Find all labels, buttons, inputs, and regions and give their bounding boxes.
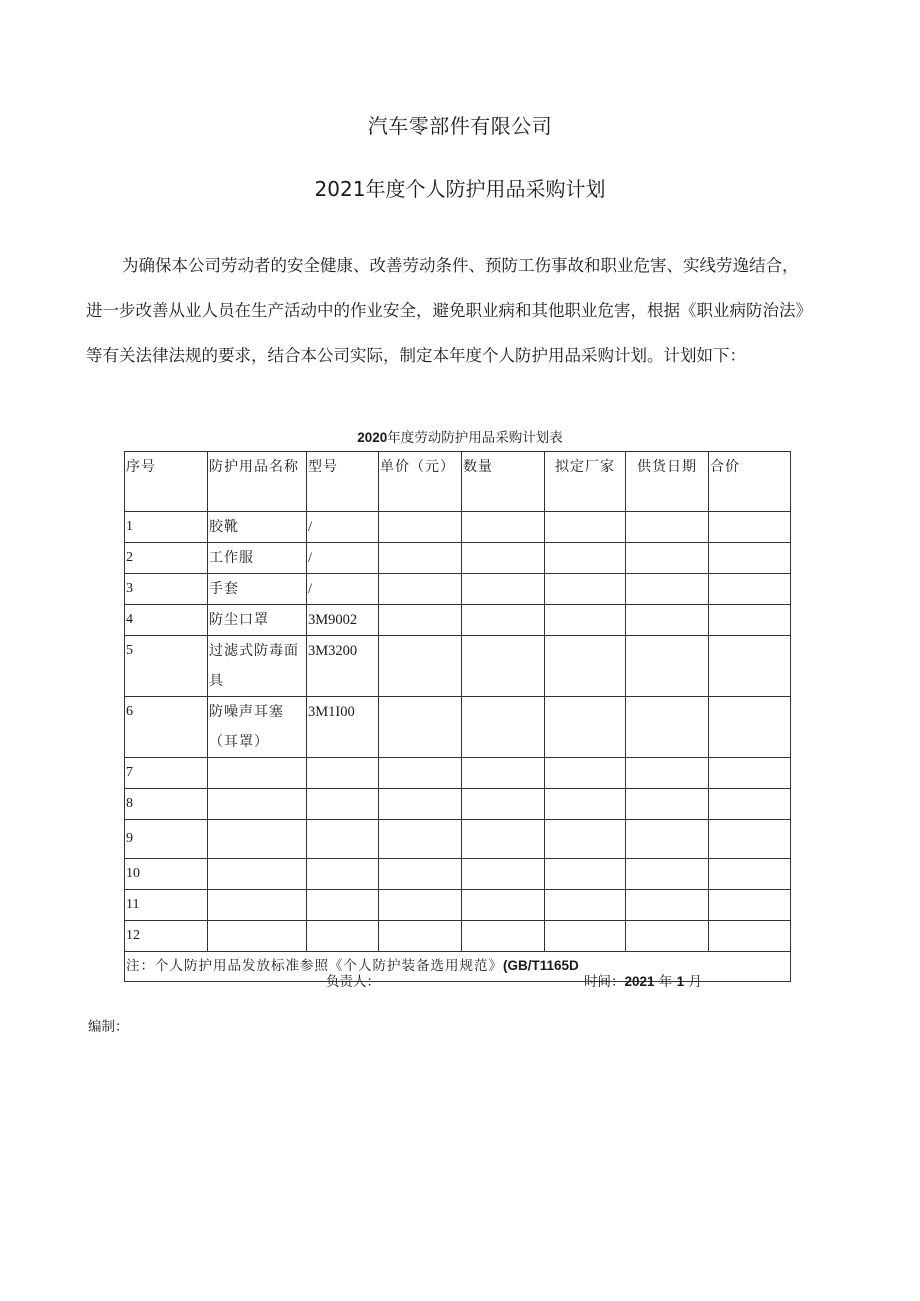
cell-model: 3M3200 [307,636,379,697]
table-row [125,543,791,574]
table-header-row [125,452,791,512]
cell-model: / [307,574,379,605]
cell-model [307,758,379,789]
cell-qty [462,543,545,574]
cell-total [709,543,791,574]
cell-vendor [545,512,626,543]
document-title: 2021年度个人防护用品采购计划 [314,177,606,201]
cell-model [307,789,379,820]
cell-price [379,636,462,697]
cell-total [709,605,791,636]
table-row [125,574,791,605]
cell-qty [462,789,545,820]
procurement-table [124,451,791,982]
cell-model: / [307,512,379,543]
cell-model [307,820,379,859]
cell-qty [462,859,545,890]
header-cell-qty: 数量 [462,452,545,512]
cell-total [709,697,791,758]
cell-qty [462,820,545,859]
cell-model: 3M9002 [307,605,379,636]
cell-price [379,697,462,758]
header-cell-price: 单价（元） [379,452,462,512]
cell-date [626,636,709,697]
header-cell-name: 防护用品名称 [208,452,307,512]
cell-name [208,859,307,890]
cell-total [709,512,791,543]
cell-name [208,789,307,820]
cell-no: 11 [125,890,208,921]
cell-price [379,758,462,789]
cell-vendor [545,574,626,605]
table-title-text: 年度劳动防护用品采购计划表 [387,430,563,446]
table-row [125,758,791,789]
time-month: 1 [676,974,685,989]
cell-date [626,574,709,605]
cell-vendor [545,697,626,758]
cell-vendor [545,921,626,952]
cell-qty [462,574,545,605]
cell-name: 过滤式防毒面具 [208,636,307,697]
cell-total [709,820,791,859]
cell-vendor [545,890,626,921]
cell-price [379,820,462,859]
time-year-unit: 年 [658,974,673,990]
header-cell-total: 合价 [709,452,791,512]
table-title [0,426,920,446]
cell-model [307,859,379,890]
cell-vendor [545,636,626,697]
cell-model: 3M1I00 [307,697,379,758]
cell-vendor [545,820,626,859]
cell-total [709,890,791,921]
cell-vendor [545,789,626,820]
table-row [125,697,791,758]
cell-date [626,543,709,574]
cell-name: 胶靴 [208,512,307,543]
cell-total [709,859,791,890]
table-row [125,512,791,543]
cell-qty [462,512,545,543]
intro-line-1: 为确保本公司劳动者的安全健康、改善劳动条件、预防工伤事故和职业危害、实线劳逸结合， [122,256,799,275]
cell-total [709,574,791,605]
intro-line-2: 进一步改善从业人员在生产活动中的作业安全，避免职业病和其他职业危害，根据《职业病防治法》 [86,301,812,320]
cell-date [626,758,709,789]
table-row [125,820,791,859]
cell-qty [462,636,545,697]
cell-name: 防尘口罩 [208,605,307,636]
header-cell-model: 型号 [307,452,379,512]
cell-no: 2 [125,543,208,574]
cell-price [379,789,462,820]
cell-name: 工作服 [208,543,307,574]
time-field [584,970,702,990]
time-label: 时间： [584,974,625,990]
time-year: 2021 [624,974,655,989]
cell-date [626,789,709,820]
cell-price [379,574,462,605]
table-title-year: 2020 [357,430,388,445]
cell-price [379,543,462,574]
cell-no: 8 [125,789,208,820]
cell-no: 3 [125,574,208,605]
table-row [125,921,791,952]
editor-label: 编制： [88,1019,129,1035]
company-name: 汽车零部件有限公司 [367,114,553,138]
cell-total [709,636,791,697]
cell-qty [462,890,545,921]
cell-vendor [545,859,626,890]
table-note-text: 注：个人防护用品发放标准参照《个人防护装备选用规范》 [126,958,503,974]
cell-qty [462,697,545,758]
cell-model [307,890,379,921]
cell-vendor [545,543,626,574]
cell-vendor [545,605,626,636]
cell-no: 6 [125,697,208,758]
cell-no: 4 [125,605,208,636]
table-note-code: (GB/T1165D [503,958,579,973]
intro-line-3: 等有关法律法规的要求，结合本公司实际，制定本年度个人防护用品采购计划。计划如下： [86,346,746,365]
cell-name [208,820,307,859]
cell-price [379,859,462,890]
cell-vendor [545,758,626,789]
cell-model [307,921,379,952]
header-cell-date: 供货日期 [626,452,709,512]
cell-date [626,890,709,921]
cell-no: 10 [125,859,208,890]
cell-price [379,890,462,921]
cell-name: 手套 [208,574,307,605]
cell-qty [462,605,545,636]
cell-name: 防噪声耳塞（耳罩） [208,697,307,758]
table-row [125,636,791,697]
cell-date [626,605,709,636]
cell-total [709,921,791,952]
table-row [125,859,791,890]
cell-date [626,512,709,543]
header-cell-vendor: 拟定厂家 [545,452,626,512]
cell-date [626,820,709,859]
cell-no: 9 [125,820,208,859]
cell-price [379,921,462,952]
time-month-unit: 月 [688,974,702,990]
cell-qty [462,758,545,789]
cell-name [208,890,307,921]
cell-name [208,758,307,789]
responsible-label: 负责人： [326,974,380,990]
table-row [125,789,791,820]
cell-date [626,697,709,758]
header-cell-no: 序号 [125,452,208,512]
cell-total [709,789,791,820]
cell-name [208,921,307,952]
cell-model: / [307,543,379,574]
cell-price [379,605,462,636]
cell-no: 7 [125,758,208,789]
table-row [125,605,791,636]
cell-total [709,758,791,789]
table-row [125,890,791,921]
cell-no: 5 [125,636,208,697]
cell-no: 1 [125,512,208,543]
cell-no: 12 [125,921,208,952]
cell-price [379,512,462,543]
cell-date [626,921,709,952]
cell-qty [462,921,545,952]
cell-date [626,859,709,890]
